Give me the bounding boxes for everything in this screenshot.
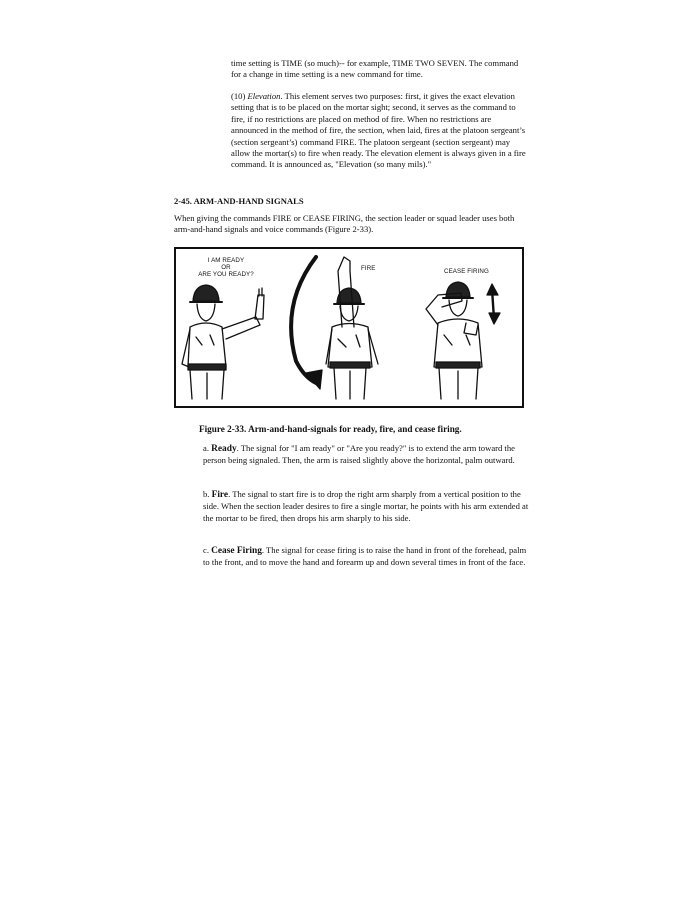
item-fire bbox=[203, 489, 533, 524]
section-intro: When giving the commands FIRE or CEASE FIRING, the section leader or squad leader uses both arm-and-hand signals and voice commands (Figure 2-33). bbox=[174, 213, 515, 235]
item-ready bbox=[203, 443, 533, 467]
item-fire-lead: b. bbox=[203, 489, 212, 499]
elevation-text: . This element serves two purposes: first, it gives the exact elevation setting that is to be placed on the mortar sight; second, it serves as the command to fire, if no restrictions are placed on method of fire. When no restrictions are announced in the method of fire, the section, when laid, fires at the platoon sergeant’s (section sergeant’s) command FIRE. The platoon sergeant (section sergeant) may allow the mortar(s) to fire when ready. The elevation element is always given in a fire command. It is announced as, "Elevation (so many mils)." bbox=[231, 91, 526, 170]
elevation-paragraph bbox=[231, 91, 527, 171]
item-ready-lead: a. bbox=[203, 443, 212, 453]
item-ready-text: . The signal for "I am ready" or "Are you ready?" is to extend the arm toward the person being signaled. Then, the arm is raised slightly above the horizontal, palm outward. bbox=[203, 443, 515, 466]
intro-paragraph: time setting is TIME (so much)-- for example, TIME TWO SEVEN. The command for a change in time setting is a new command for time. bbox=[231, 58, 519, 80]
item-cease-text: . The signal for cease firing is to raise the hand in front of the forehead, palm to the front, and to move the hand and forearm up and down several times in front of the face. bbox=[203, 545, 527, 568]
label-ready-line3: ARE YOU READY? bbox=[198, 271, 254, 279]
soldier-ready-figure bbox=[182, 285, 264, 399]
label-cease-firing: CEASE FIRING bbox=[444, 268, 489, 275]
elevation-number: (10) bbox=[231, 91, 246, 101]
soldier-cease-firing-figure bbox=[426, 282, 500, 399]
item-cease-term: Cease Firing bbox=[211, 546, 262, 556]
label-ready-line2: OR bbox=[221, 264, 231, 272]
figure-2-33 bbox=[174, 247, 524, 408]
section-heading: 2-45. ARM-AND-HAND SIGNALS bbox=[174, 196, 304, 206]
item-fire-term: Fire bbox=[211, 490, 229, 500]
elevation-term: Elevation bbox=[247, 91, 281, 101]
item-cease-lead: c. bbox=[203, 545, 212, 555]
label-ready bbox=[196, 257, 256, 279]
fire-motion-arrow bbox=[291, 257, 316, 383]
item-cease-firing bbox=[203, 545, 533, 569]
label-ready-line1: I AM READY bbox=[207, 257, 245, 264]
label-fire: FIRE bbox=[361, 265, 376, 272]
soldier-fire-figure bbox=[326, 257, 378, 399]
item-fire-text: . The signal to start fire is to drop the right arm sharply from a vertical position to the side. When the section leader desires to fire a single mortar, he points with his arm extended at the mortar to be fired, then drops his arm sharply to his side. bbox=[203, 489, 529, 523]
item-ready-term: Ready bbox=[211, 444, 237, 454]
figure-caption: Figure 2-33. Arm-and-hand-signals for ready, fire, and cease firing. bbox=[199, 424, 462, 434]
